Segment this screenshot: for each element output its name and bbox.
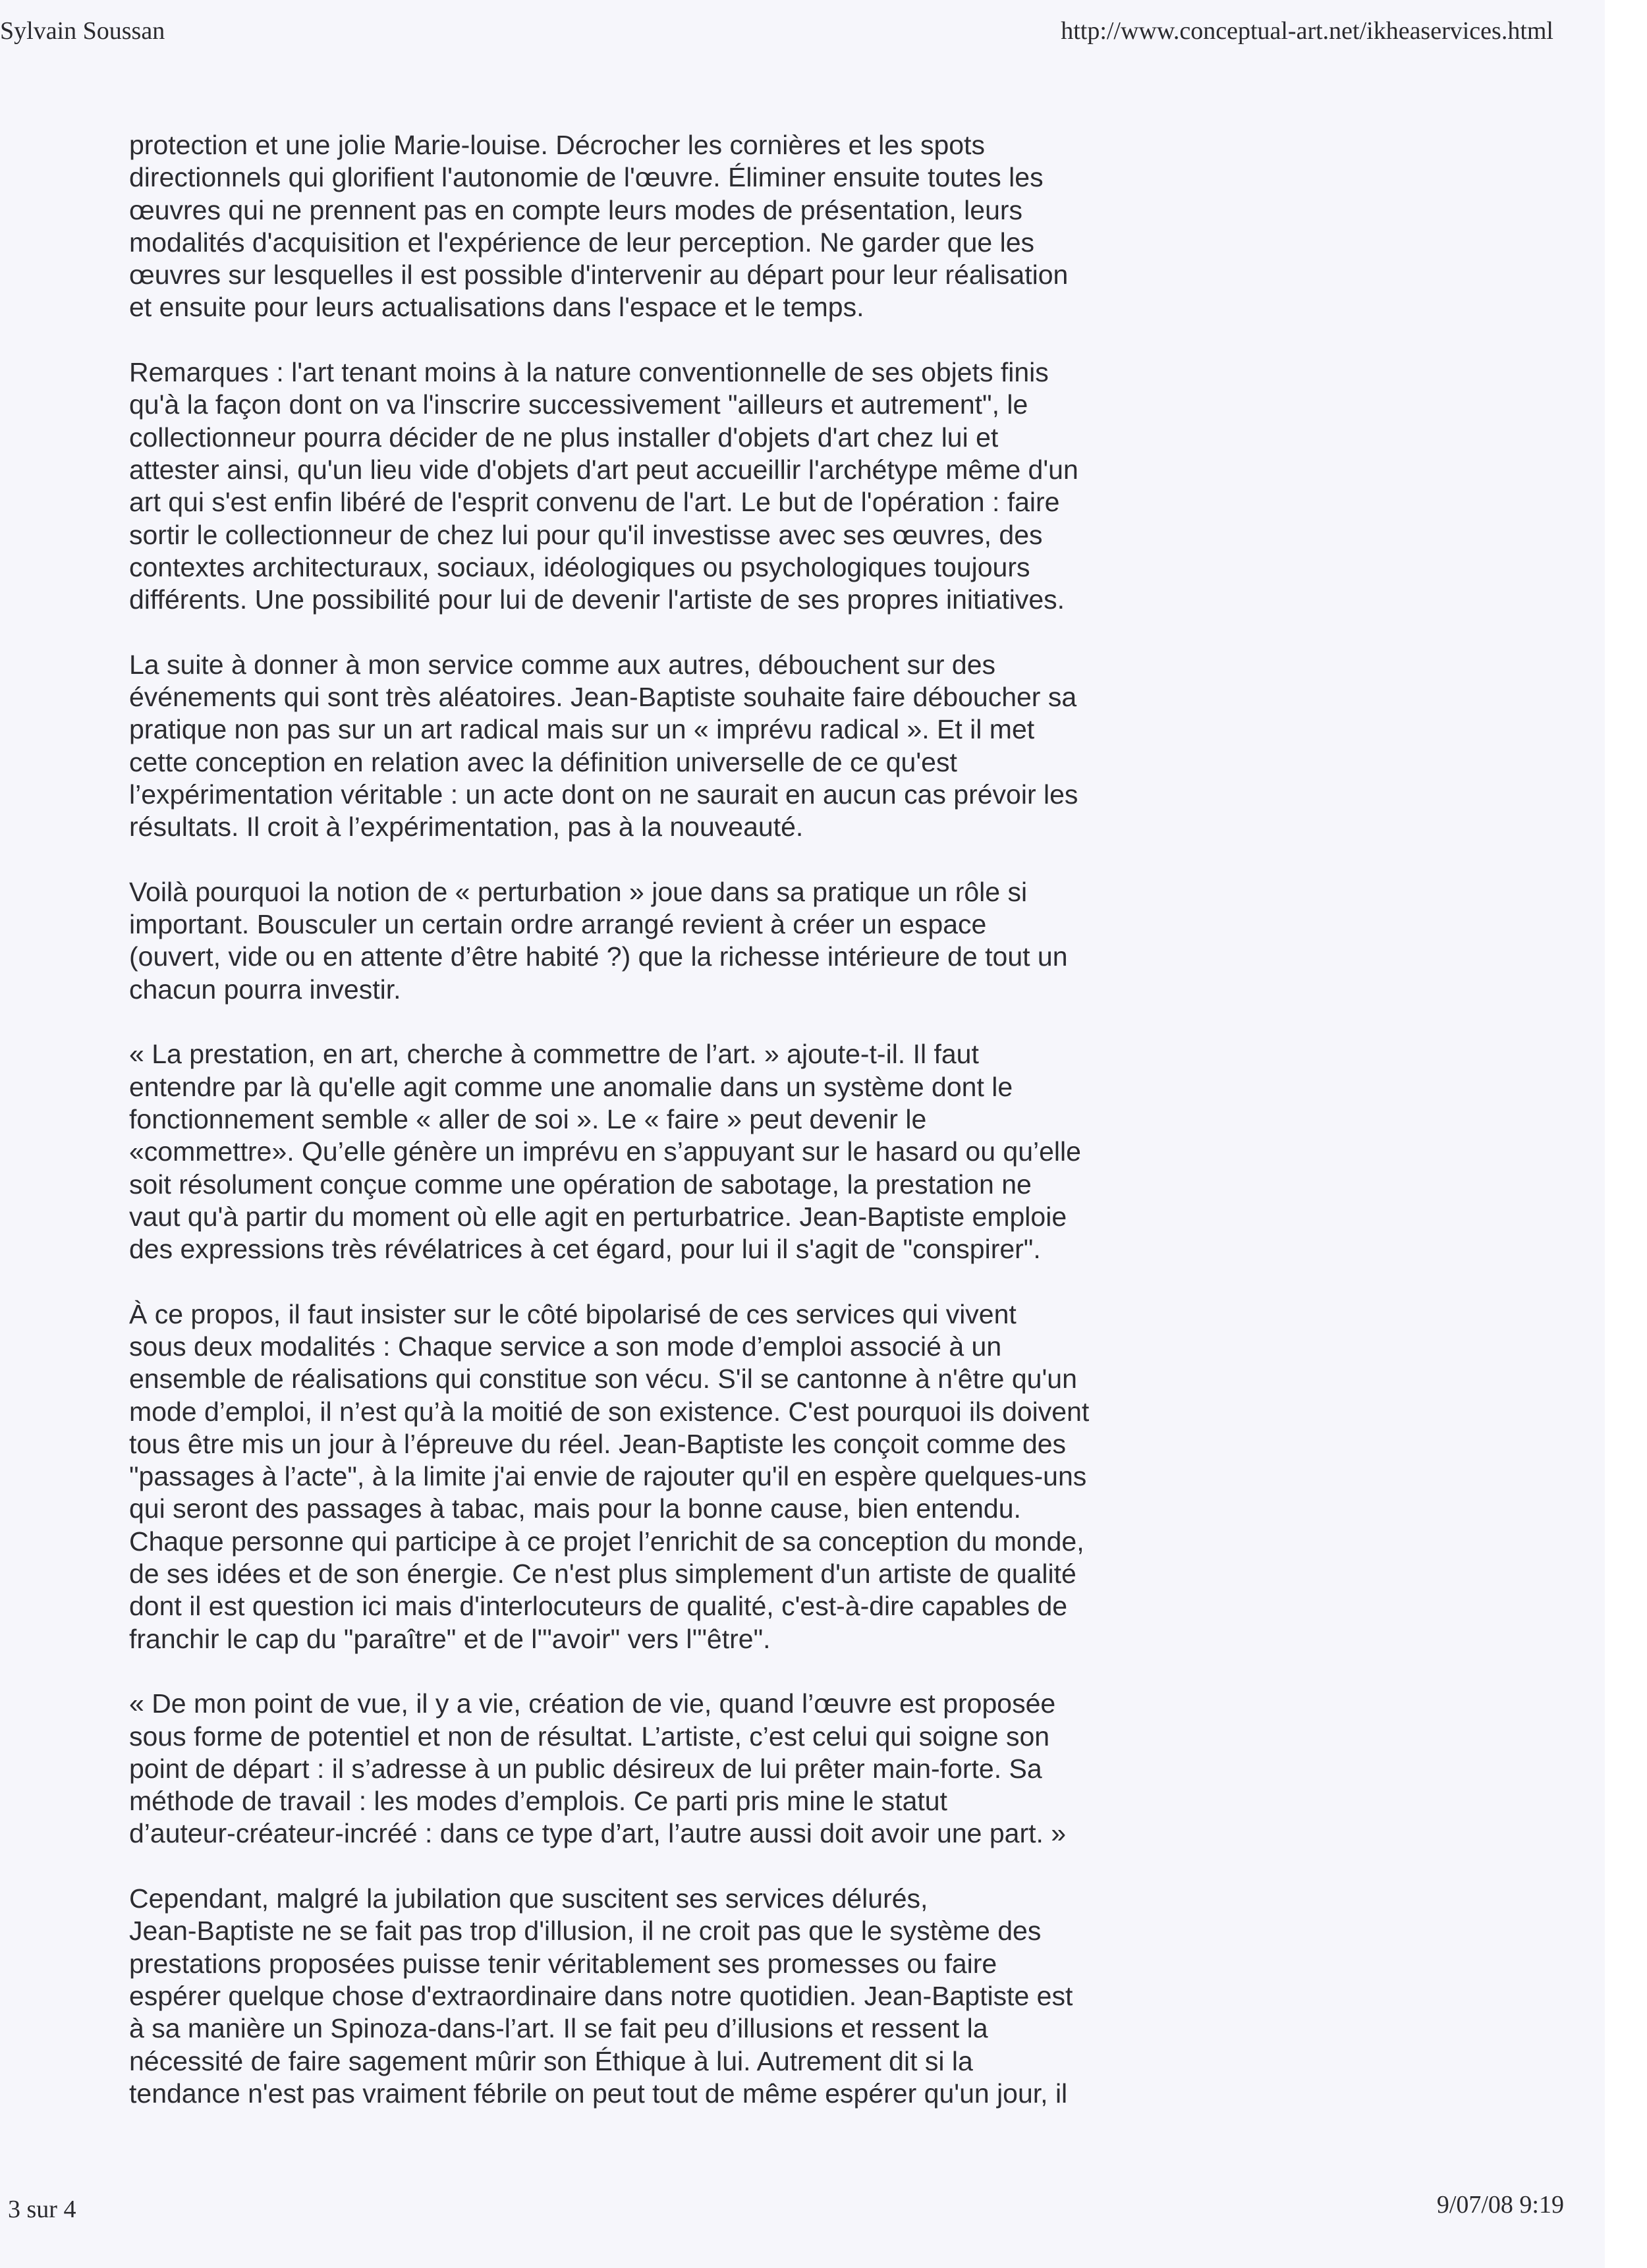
paragraph — [129, 1883, 1249, 2110]
paragraph — [129, 1298, 1249, 1655]
header-url: http://www.conceptual-art.net/ikheaservices.html — [1061, 17, 1553, 45]
footer-timestamp: 9/07/08 9:19 — [1436, 2191, 1564, 2219]
text-line: «commettre». Qu’elle génère un imprévu en s’appuyant sur le hasard ou qu’elle — [129, 1136, 1081, 1167]
text-line: œuvres qui ne prennent pas en compte leurs modes de présentation, leurs — [129, 194, 1023, 225]
paragraph — [129, 129, 1249, 324]
text-line: nécessité de faire sagement mûrir son Éthique à lui. Autrement dit si la — [129, 2045, 973, 2076]
footer-page-number: 3 sur 4 — [8, 2196, 76, 2223]
text-line: important. Bousculer un certain ordre arrangé revient à créer un espace — [129, 909, 987, 940]
article-body — [129, 129, 1249, 2142]
paragraph — [129, 1688, 1249, 1850]
text-line: protection et une jolie Marie-louise. Décrocher les cornières et les spots — [129, 130, 985, 160]
text-line: œuvres sur lesquelles il est possible d'intervenir au départ pour leur réalisation — [129, 260, 1069, 290]
text-line: sous deux modalités : Chaque service a son mode d’emploi associé à un — [129, 1331, 1002, 1362]
paragraph — [129, 876, 1249, 1006]
text-line: "passages à l’acte", à la limite j'ai envie de rajouter qu'il en espère quelques-uns — [129, 1461, 1087, 1492]
text-line: pratique non pas sur un art radical mais sur un « imprévu radical ». Et il met — [129, 714, 1035, 745]
text-line: art qui s'est enfin libéré de l'esprit convenu de l'art. Le but de l'opération : faire — [129, 487, 1060, 518]
text-line: La suite à donner à mon service comme aux autres, débouchent sur des — [129, 649, 996, 680]
text-line: prestations proposées puisse tenir véritablement ses promesses ou faire — [129, 1948, 997, 1979]
text-line: événements qui sont très aléatoires. Jean-Baptiste souhaite faire déboucher sa — [129, 682, 1077, 713]
text-line: fonctionnement semble « aller de soi ». Le « faire » peut devenir le — [129, 1103, 927, 1134]
text-line: Chaque personne qui participe à ce projet l’enrichit de sa conception du monde, — [129, 1526, 1084, 1557]
text-line: attester ainsi, qu'un lieu vide d'objets d'art peut accueillir l'archétype même d'un — [129, 454, 1078, 485]
text-line: cette conception en relation avec la définition universelle de ce qu'est — [129, 746, 957, 777]
text-line: sortir le collectionneur de chez lui pour qu'il investisse avec ses œuvres, des — [129, 519, 1043, 550]
text-line: directionnels qui glorifient l'autonomie de l'œuvre. Éliminer ensuite toutes les — [129, 162, 1044, 193]
text-line: soit résolument conçue comme une opération de sabotage, la prestation ne — [129, 1169, 1032, 1200]
text-line: collectionneur pourra décider de ne plus installer d'objets d'art chez lui et — [129, 422, 999, 453]
text-line: d’auteur-créateur-incréé : dans ce type d’art, l’autre aussi doit avoir une part. » — [129, 1818, 1067, 1849]
text-line: différents. Une possibilité pour lui de devenir l'artiste de ses propres initiatives. — [129, 584, 1065, 615]
text-line: et ensuite pour leurs actualisations dans l'espace et le temps. — [129, 292, 864, 323]
text-line: de ses idées et de son énergie. Ce n'est plus simplement d'un artiste de qualité — [129, 1559, 1076, 1590]
text-line: qui seront des passages à tabac, mais pour la bonne cause, bien entendu. — [129, 1493, 1021, 1524]
text-line: dont il est question ici mais d'interlocuteurs de qualité, c'est-à-dire capables de — [129, 1591, 1068, 1622]
header-author: Sylvain Soussan — [0, 17, 165, 45]
text-line: franchir le cap du "paraître" et de l'"avoir" vers l'"être". — [129, 1623, 771, 1654]
text-line: tous être mis un jour à l’épreuve du réel. Jean-Baptiste les conçoit comme des — [129, 1428, 1067, 1459]
text-line: méthode de travail : les modes d’emplois. Ce parti pris mine le statut — [129, 1786, 947, 1817]
text-line: À ce propos, il faut insister sur le côté bipolarisé de ces services qui vivent — [129, 1298, 1017, 1329]
paragraph — [129, 1038, 1249, 1265]
text-line: Remarques : l'art tenant moins à la nature conventionnelle de ses objets finis — [129, 357, 1049, 388]
text-line: qu'à la façon dont on va l'inscrire successivement "ailleurs et autrement", le — [129, 389, 1028, 420]
text-line: point de départ : il s’adresse à un public désireux de lui prêter main-forte. Sa — [129, 1753, 1042, 1784]
text-line: des expressions très révélatrices à cet égard, pour lui il s'agit de "conspirer". — [129, 1234, 1041, 1265]
text-line: modalités d'acquisition et l'expérience de leur perception. Ne garder que les — [129, 227, 1035, 258]
text-line: (ouvert, vide ou en attente d’être habité ?) que la richesse intérieure de tout un — [129, 941, 1068, 972]
text-line: contextes architecturaux, sociaux, idéologiques ou psychologiques toujours — [129, 551, 1030, 582]
text-line: sous forme de potentiel et non de résultat. L’artiste, c’est celui qui soigne son — [129, 1721, 1050, 1752]
text-line: Cependant, malgré la jubilation que suscitent ses services délurés, — [129, 1883, 928, 1914]
text-line: « La prestation, en art, cherche à commettre de l’art. » ajoute-t-il. Il faut — [129, 1039, 979, 1070]
scan-margin — [1605, 0, 1647, 2268]
text-line: espérer quelque chose d'extraordinaire dans notre quotidien. Jean-Baptiste est — [129, 1980, 1073, 2011]
text-line: Jean-Baptiste ne se fait pas trop d'illusion, il ne croit pas que le système des — [129, 1916, 1042, 1947]
text-line: l’expérimentation véritable : un acte dont on ne saurait en aucun cas prévoir les — [129, 779, 1078, 810]
text-line: vaut qu'à partir du moment où elle agit en perturbatrice. Jean-Baptiste emploie — [129, 1201, 1067, 1232]
text-line: entendre par là qu'elle agit comme une anomalie dans un système dont le — [129, 1071, 1013, 1102]
text-line: résultats. Il croit à l’expérimentation, pas à la nouveauté. — [129, 812, 804, 843]
text-line: chacun pourra investir. — [129, 974, 401, 1005]
text-line: ensemble de réalisations qui constitue son vécu. S'il se cantonne à n'être qu'un — [129, 1364, 1077, 1395]
text-line: mode d’emploi, il n’est qu’à la moitié de son existence. C'est pourquoi ils doivent — [129, 1396, 1090, 1427]
text-line: à sa manière un Spinoza-dans-l’art. Il se fait peu d’illusions et ressent la — [129, 2013, 988, 2044]
paragraph — [129, 356, 1249, 616]
paragraph — [129, 649, 1249, 844]
text-line: Voilà pourquoi la notion de « perturbation » joue dans sa pratique un rôle si — [129, 876, 1028, 907]
text-line: « De mon point de vue, il y a vie, création de vie, quand l’œuvre est proposée — [129, 1688, 1056, 1719]
text-line: tendance n'est pas vraiment fébrile on peut tout de même espérer qu'un jour, il — [129, 2078, 1068, 2109]
